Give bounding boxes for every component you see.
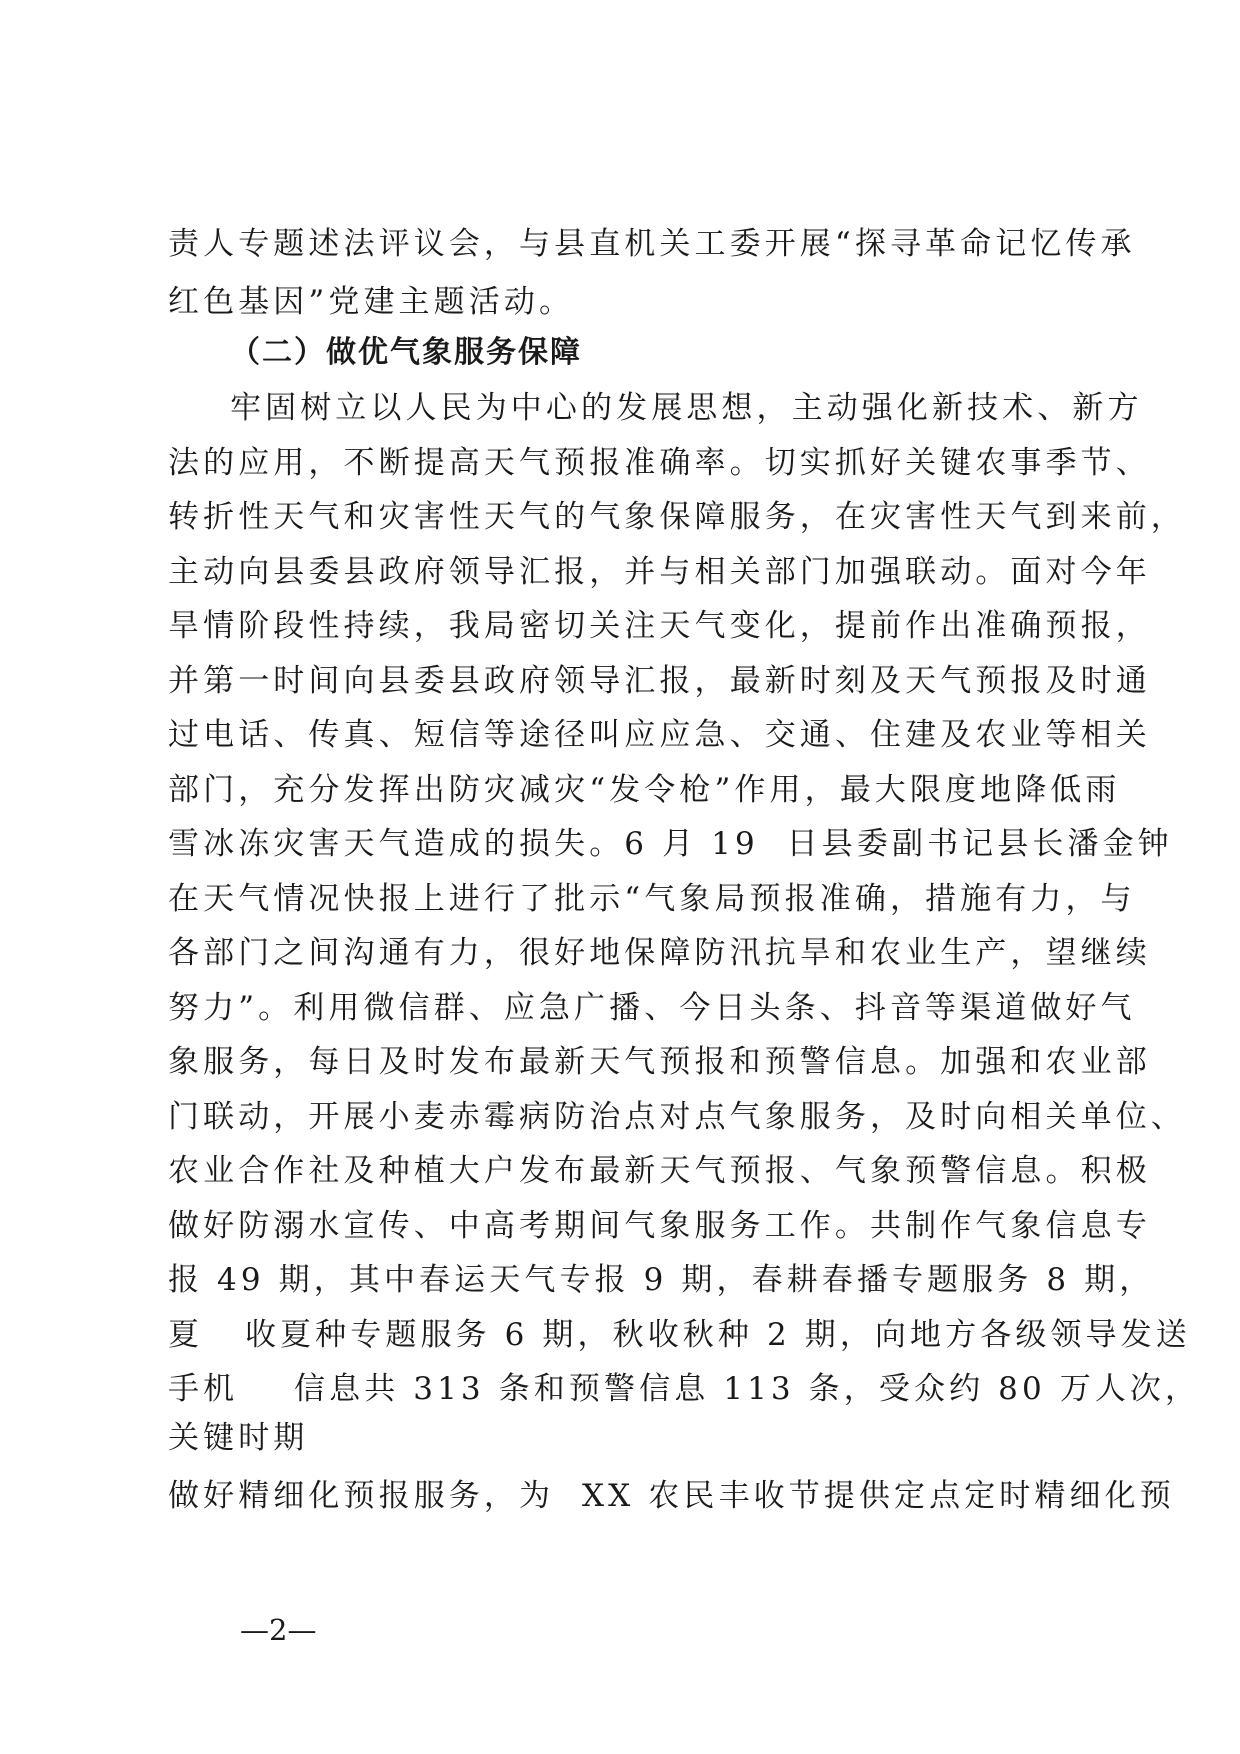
paragraph-line: 报 49 期，其中春运天气专报 9 期，春耕春播专题服务 8 期， [168, 1262, 1155, 1298]
paragraph-line: 努力”。利用微信群、应急广播、今日头条、抖音等渠道做好气 [168, 990, 1136, 1026]
paragraph-line: 在天气情况快报上进行了批示“气象局预报准确，措施有力，与 [168, 881, 1136, 917]
paragraph-line: 各部门之间沟通有力，很好地保障防汛抗旱和农业生产，望继续 [168, 935, 1151, 971]
paragraph-line: 过电话、传真、短信等途径叫应应急、交通、住建及农业等相关 [168, 717, 1151, 753]
paragraph-line: 做好精细化预报服务，为 XX 农民丰收节提供定点定时精细化预 [168, 1478, 1175, 1514]
paragraph-line: 转折性天气和灾害性天气的气象保障服务，在灾害性天气到来前， [168, 499, 1186, 535]
paragraph-line: 雪冰冻灾害天气造成的损失。6 月 19 日县委副书记县长潘金钟 [168, 826, 1173, 862]
page-number: —2— [240, 1613, 317, 1647]
section-heading: （二）做优气象服务保障 [230, 335, 582, 370]
paragraph-line: 部门，充分发挥出防灾减灾“发令枪”作用，最大限度地降低雨 [168, 772, 1121, 808]
paragraph-line: 责人专题述法评议会，与县直机关工委开展“探寻革命记忆传承 [168, 226, 1136, 262]
paragraph-line: 象服务，每日及时发布最新天气预报和预警信息。加强和农业部 [168, 1044, 1151, 1080]
paragraph-line: 做好防溺水宣传、中高考期间气象服务工作。共制作气象信息专 [168, 1208, 1151, 1244]
paragraph-line: 法的应用，不断提高天气预报准确率。切实抓好关键农事季节、 [168, 445, 1151, 481]
paragraph-line: 农业合作社及种植大户发布最新天气预报、气象预警信息。积极 [168, 1153, 1151, 1189]
paragraph-line: 旱情阶段性持续，我局密切关注天气变化，提前作出准确预报， [168, 608, 1151, 644]
paragraph-line: 牢固树立以人民为中心的发展思想，主动强化新技术、新方 [230, 390, 1143, 426]
paragraph-line: 手机 信息共 313 条和预警信息 113 条，受众约 80 万人次， [168, 1371, 1201, 1407]
paragraph-line: 红色基因”党建主题活动。 [168, 284, 575, 320]
paragraph-line: 并第一时间向县委县政府领导汇报，最新时刻及天气预报及时通 [168, 663, 1151, 699]
paragraph-line: 主动向县委县政府领导汇报，并与相关部门加强联动。面对今年 [168, 554, 1151, 590]
paragraph-line: 门联动，开展小麦赤霉病防治点对点气象服务，及时向相关单位、 [168, 1099, 1186, 1135]
paragraph-line: 关键时期 [168, 1420, 309, 1456]
paragraph-line: 夏 收夏种专题服务 6 期，秋收秋种 2 期，向地方各级领导发送 [168, 1317, 1191, 1353]
